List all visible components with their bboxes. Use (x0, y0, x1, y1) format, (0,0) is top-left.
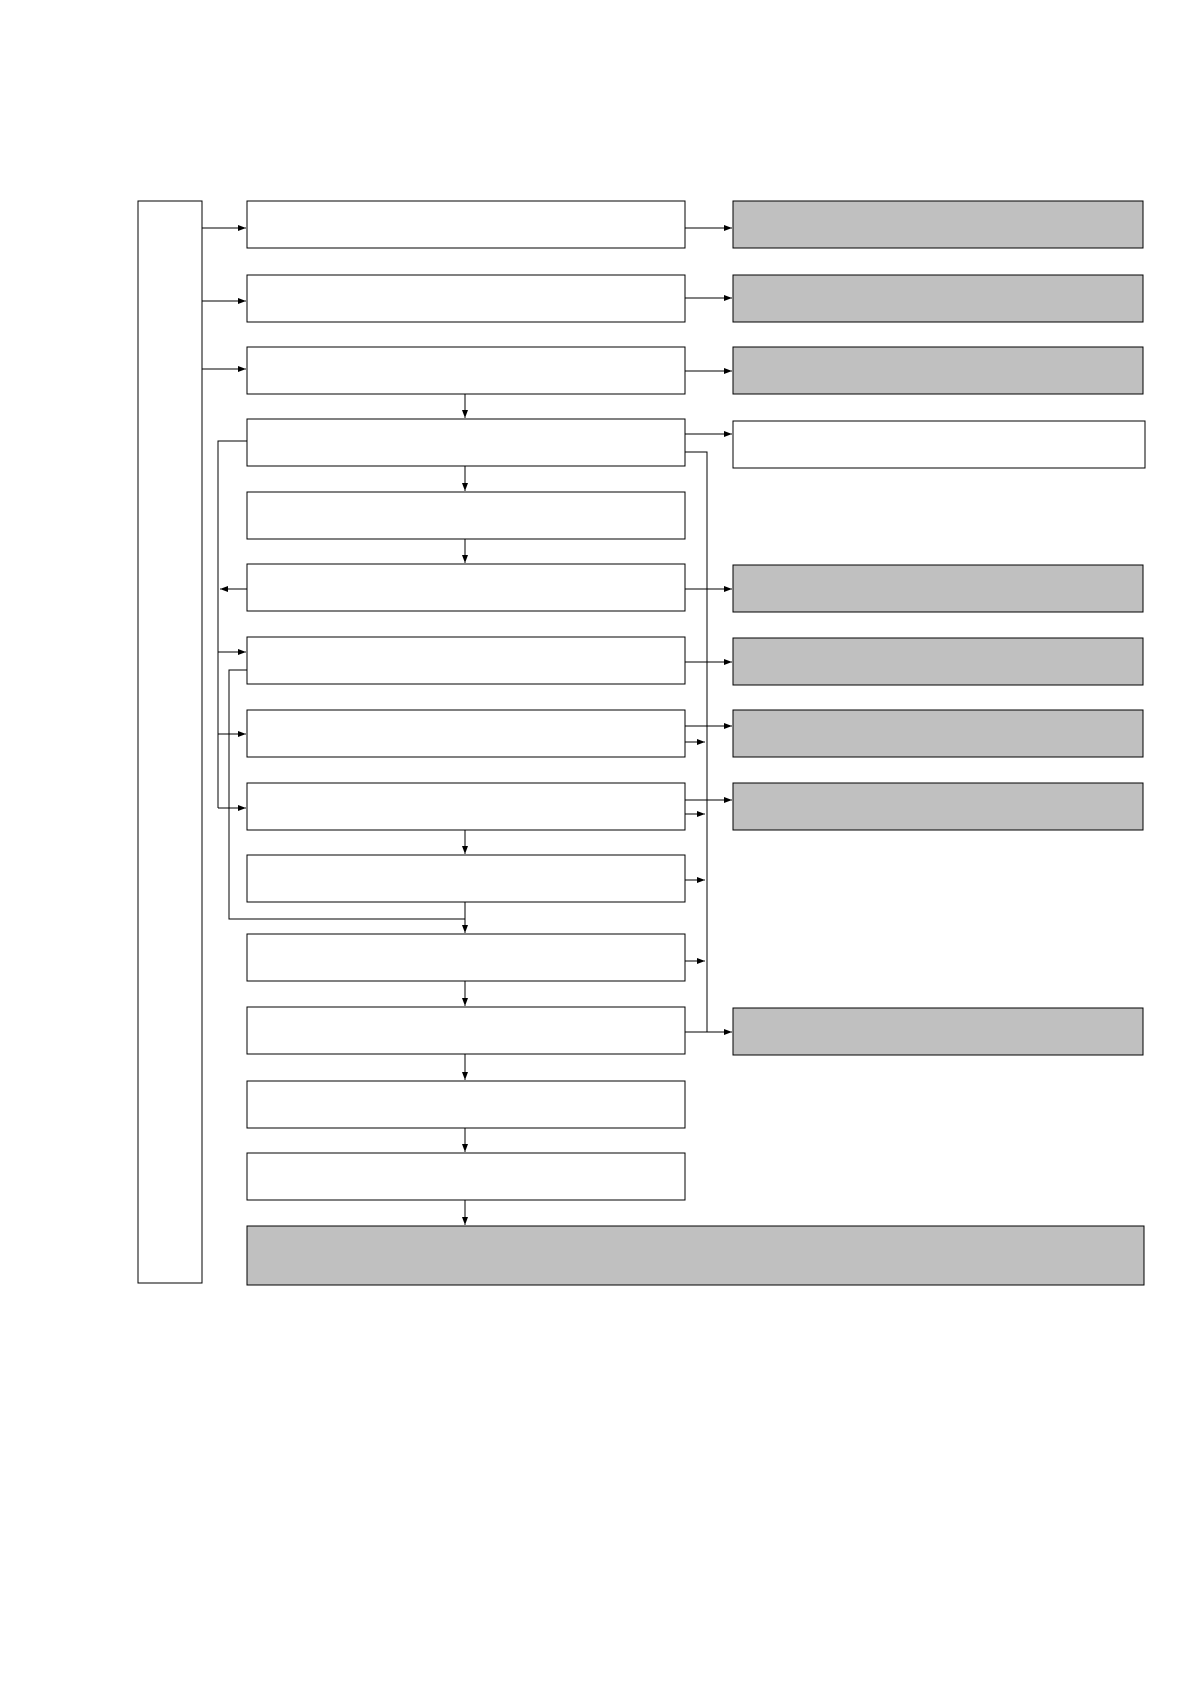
center-box-6 (247, 564, 685, 611)
center-box-14 (247, 1153, 685, 1200)
center-box-9 (247, 783, 685, 830)
right-box-9-frame (733, 1008, 1143, 1055)
loop-left-outer (218, 441, 247, 808)
right-box-7-frame (733, 710, 1143, 757)
center-box-1-frame (247, 201, 685, 248)
right-box-7 (733, 710, 1143, 757)
center-box-5 (247, 492, 685, 539)
center-box-2 (247, 275, 685, 322)
center-box-10 (247, 855, 685, 902)
box-layer (138, 201, 1145, 1285)
right-box-1-frame (733, 201, 1143, 248)
center-box-5-frame (247, 492, 685, 539)
center-box-4-frame (247, 419, 685, 466)
right-box-6 (733, 638, 1143, 685)
center-box-2-frame (247, 275, 685, 322)
center-box-4 (247, 419, 685, 466)
right-box-2-frame (733, 275, 1143, 322)
center-box-8-frame (247, 710, 685, 757)
center-box-13 (247, 1081, 685, 1128)
bottom-box (247, 1226, 1144, 1285)
center-box-12-frame (247, 1007, 685, 1054)
center-box-8 (247, 710, 685, 757)
center-box-10-frame (247, 855, 685, 902)
right-box-8-frame (733, 783, 1143, 830)
center-box-1 (247, 201, 685, 248)
center-box-11-frame (247, 934, 685, 981)
side-bar (138, 201, 202, 1283)
center-box-9-frame (247, 783, 685, 830)
right-box-4-frame (733, 421, 1145, 468)
bottom-box-frame (247, 1226, 1144, 1285)
right-box-3-frame (733, 347, 1143, 394)
right-box-5-frame (733, 565, 1143, 612)
center-box-11 (247, 934, 685, 981)
right-box-1 (733, 201, 1143, 248)
center-box-7 (247, 637, 685, 684)
center-box-7-frame (247, 637, 685, 684)
right-box-6-frame (733, 638, 1143, 685)
center-box-12 (247, 1007, 685, 1054)
center-box-3-frame (247, 347, 685, 394)
center-box-14-frame (247, 1153, 685, 1200)
center-box-3 (247, 347, 685, 394)
right-box-9 (733, 1008, 1143, 1055)
right-box-8 (733, 783, 1143, 830)
center-box-13-frame (247, 1081, 685, 1128)
right-box-3 (733, 347, 1143, 394)
right-box-5 (733, 565, 1143, 612)
center-box-6-frame (247, 564, 685, 611)
side-bar-frame (138, 201, 202, 1283)
right-box-4 (733, 421, 1145, 468)
right-box-2 (733, 275, 1143, 322)
